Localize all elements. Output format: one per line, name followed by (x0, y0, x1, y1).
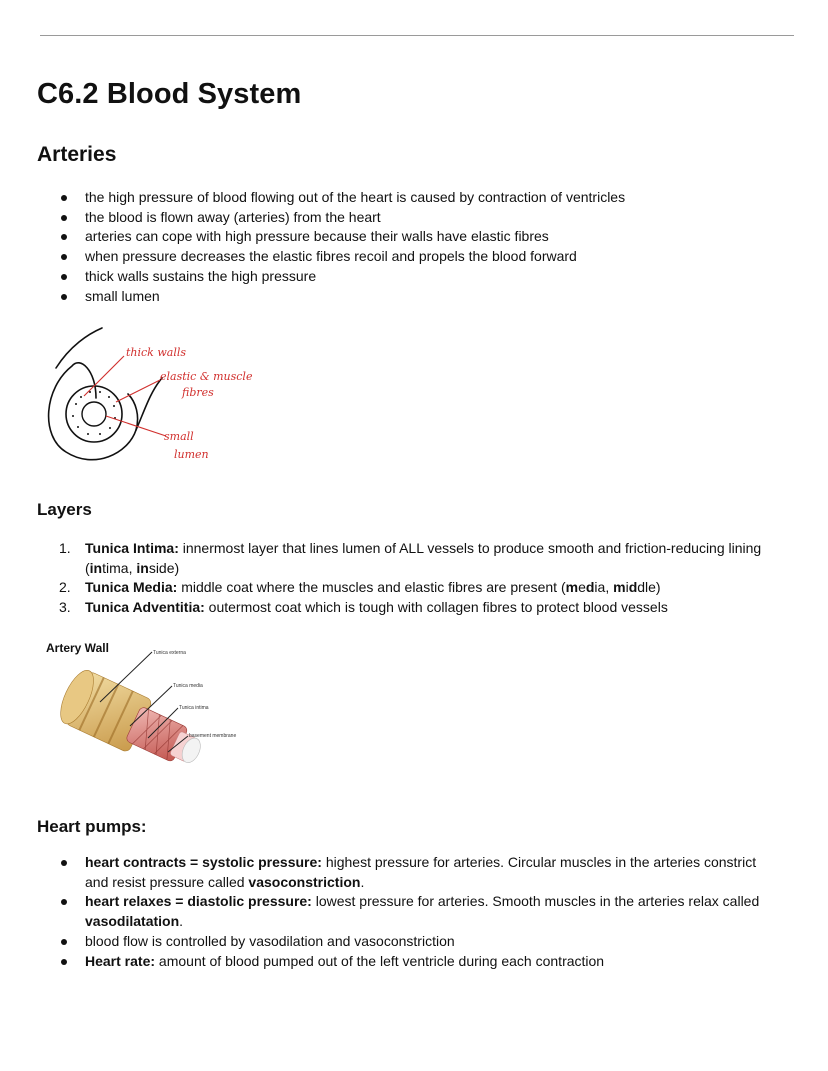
list-item (0, 952, 765, 972)
artery-wall-illustration (60, 640, 260, 790)
label-basement-membrane: basement membrane (189, 733, 237, 739)
layers-heading: Layers (37, 500, 92, 519)
list-item: the high pressure of blood flowing out of the heart is caused by contraction of ventricles (0, 188, 765, 208)
item-text: . (179, 913, 184, 930)
list-item (0, 932, 765, 952)
layer-text: ia, (594, 579, 614, 596)
layer-text: e (578, 579, 586, 596)
item-text: lowest pressure for arteries. Smooth muscles in the arteries relax called (311, 893, 760, 910)
item-text: highest pressure for arteries. Circular muscles in the arteries constrict and resist pressure called (85, 854, 757, 890)
layer-mnemonic: in (89, 559, 103, 576)
term-bold: vasodilatation (85, 913, 180, 930)
term-bold: heart relaxes = diastolic pressure: (85, 893, 312, 910)
term-bold: Heart rate: (85, 952, 156, 969)
list-item (0, 892, 765, 931)
item-text: amount of blood pumped out of the left ventricle during each contraction (155, 952, 605, 969)
sketch-label-elastic: elastic & muscle (160, 370, 253, 383)
layer-text: outermost coat which is tough with collagen fibres to protect blood vessels (204, 599, 668, 616)
artery-cross-section-sketch (36, 326, 286, 476)
arteries-list (0, 188, 765, 306)
layer-term: Tunica Adventitia: (85, 599, 205, 616)
item-text: . (360, 873, 365, 890)
sketch-label-fibres: fibres (182, 386, 214, 399)
layer-text: tima, (102, 559, 137, 576)
list-item (0, 853, 765, 892)
list-item (0, 578, 775, 598)
layer-text: innermost layer that lines lumen of ALL vessels to produce smooth and friction-reducing lining ( (85, 540, 762, 576)
artery-wall-title: Artery Wall (46, 641, 109, 655)
layer-term: Tunica Intima: (85, 540, 179, 556)
label-tunica-media: Tunica media (173, 683, 203, 689)
list-item (0, 598, 775, 618)
layer-mnemonic: d (585, 579, 595, 596)
layer-mnemonic: m (565, 579, 579, 596)
list-item: the blood is flown away (arteries) from the heart (0, 208, 765, 228)
list-number: 1. (59, 540, 71, 556)
arteries-heading: Arteries (37, 143, 117, 166)
sketch-label-walls: thick walls (126, 346, 187, 359)
term-bold: vasoconstriction (248, 873, 361, 890)
layer-text: middle coat where the muscles and elastic fibres are present ( (177, 579, 566, 596)
sketch-label-lumen: lumen (174, 448, 209, 461)
layer-mnemonic: in (136, 559, 149, 576)
page-title: C6.2 Blood System (37, 78, 302, 110)
top-rule (40, 35, 794, 36)
list-item (0, 539, 775, 578)
list-item: when pressure decreases the elastic fibres recoil and propels the blood forward (0, 247, 765, 267)
layer-term: Tunica Media: (85, 579, 178, 596)
item-text: blood flow is controlled by vasodilation and vasoconstriction (85, 932, 455, 949)
sketch-label-small: small (164, 430, 194, 443)
heart-pumps-list (0, 853, 765, 971)
list-number: 3. (59, 599, 71, 616)
layer-mnemonic: m (613, 579, 626, 596)
list-item: arteries can cope with high pressure because their walls have elastic fibres (0, 227, 765, 247)
layers-list (0, 539, 775, 618)
layer-text: i (625, 579, 629, 596)
layer-text: dle) (637, 579, 661, 596)
list-number: 2. (59, 579, 71, 596)
label-tunica-intima: Tunica intima (179, 705, 209, 711)
term-bold: heart contracts = systolic pressure: (85, 854, 322, 870)
list-item: small lumen (0, 287, 765, 307)
list-item: thick walls sustains the high pressure (0, 267, 765, 287)
label-tunica-externa: Tunica externa (153, 650, 186, 656)
layer-text: side) (148, 559, 180, 576)
heart-pumps-heading: Heart pumps: (37, 817, 147, 836)
layer-mnemonic: d (628, 579, 638, 596)
